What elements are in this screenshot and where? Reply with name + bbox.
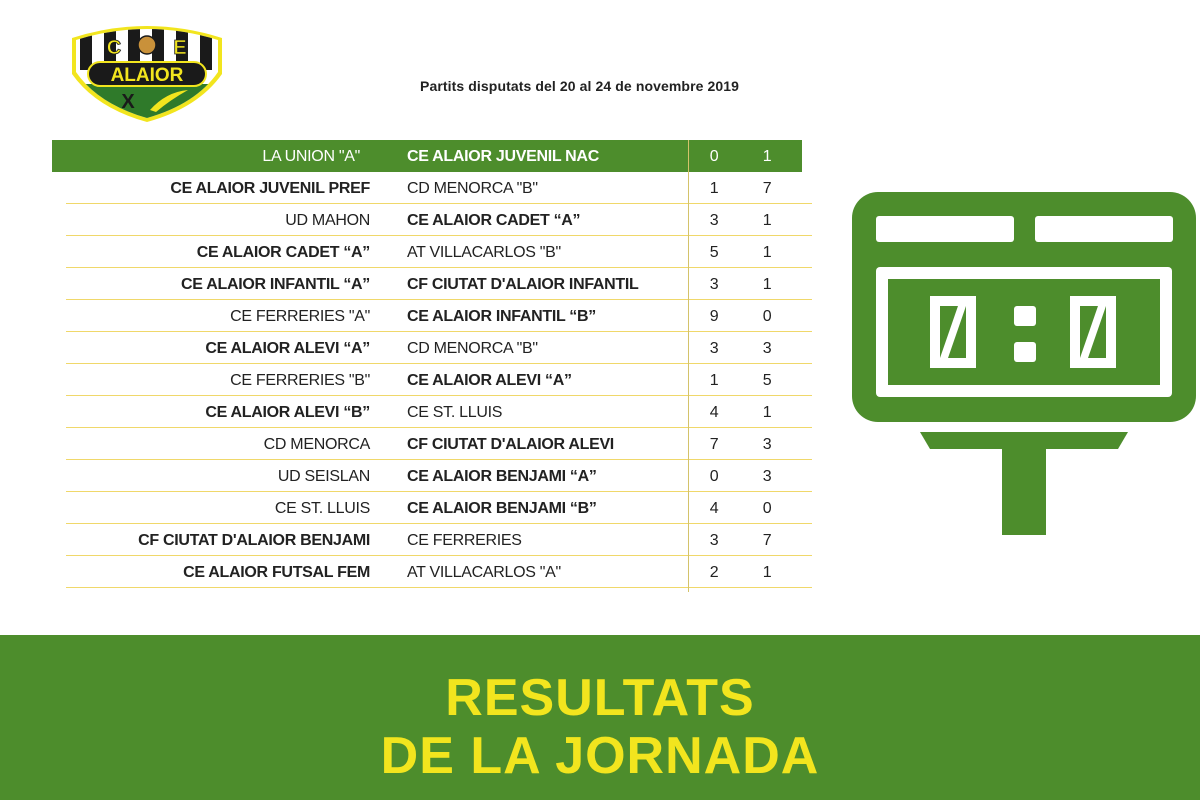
away-score: 0 [762, 500, 772, 517]
home-team: CE ALAIOR ALEVI “B” [205, 404, 370, 421]
home-team: CE FERRERIES "B" [230, 372, 370, 389]
away-team: CF CIUTAT D'ALAIOR INFANTIL [407, 276, 639, 293]
away-score: 1 [762, 244, 772, 261]
home-score: 4 [709, 500, 719, 517]
score-column-divider [688, 140, 689, 592]
result-row [52, 492, 812, 524]
away-score: 3 [762, 340, 772, 357]
date-range-subtitle: Partits disputats del 20 al 24 de novembre 2019 [420, 78, 740, 94]
away-team: CE ST. LLUIS [407, 404, 503, 421]
result-row [52, 236, 812, 268]
result-row [52, 396, 812, 428]
home-score: 2 [709, 564, 719, 581]
result-row [52, 268, 812, 300]
crest-letter-e: E [173, 37, 187, 59]
result-row [52, 460, 812, 492]
club-crest-logo [66, 22, 228, 122]
home-team: CE ST. LLUIS [274, 500, 370, 517]
result-row [52, 332, 812, 364]
home-score: 9 [709, 308, 719, 325]
home-team: CD MENORCA [263, 436, 370, 453]
home-team: CE ALAIOR ALEVI “A” [205, 340, 370, 357]
crest-name: ALAIOR [110, 65, 184, 86]
away-score: 1 [762, 212, 772, 229]
banner-title-line2: DE LA JORNADA [380, 727, 820, 785]
result-row [52, 172, 812, 204]
home-score: 4 [709, 404, 719, 421]
home-score: 1 [709, 180, 719, 197]
scoreboard-icon [852, 192, 1196, 537]
away-score: 7 [762, 532, 772, 549]
away-team: AT VILLACARLOS "B" [407, 244, 561, 261]
home-team: CF CIUTAT D'ALAIOR BENJAMI [138, 532, 370, 549]
away-team: CF CIUTAT D'ALAIOR ALEVI [407, 436, 614, 453]
away-team: CE ALAIOR BENJAMI “A” [407, 468, 597, 485]
crest-letter-x: X [121, 91, 135, 113]
home-score: 7 [709, 436, 719, 453]
home-team: UD SEISLAN [277, 468, 370, 485]
results-table [52, 140, 812, 588]
away-score: 1 [762, 564, 772, 581]
result-row [52, 428, 812, 460]
away-team: CD MENORCA "B" [407, 180, 538, 197]
away-score: 1 [762, 404, 772, 421]
home-team: CE ALAIOR CADET “A” [196, 244, 370, 261]
row-separator [66, 587, 812, 588]
result-row [52, 140, 802, 172]
home-score: 1 [709, 372, 719, 389]
home-score: 3 [709, 276, 719, 293]
away-team: CE FERRERIES [407, 532, 522, 549]
away-team: CE ALAIOR BENJAMI “B” [407, 500, 597, 517]
away-team: CD MENORCA "B" [407, 340, 538, 357]
away-score: 7 [762, 180, 772, 197]
home-score: 0 [709, 148, 719, 165]
away-team: AT VILLACARLOS "A" [407, 564, 561, 581]
away-score: 1 [762, 148, 772, 165]
away-score: 3 [762, 436, 772, 453]
away-team: CE ALAIOR INFANTIL “B” [407, 308, 596, 325]
home-team: CE FERRERIES "A" [230, 308, 370, 325]
away-score: 0 [762, 308, 772, 325]
home-team: LA UNION "A" [262, 148, 360, 165]
result-row [52, 556, 812, 588]
away-score: 5 [762, 372, 772, 389]
result-row [52, 524, 812, 556]
away-score: 3 [762, 468, 772, 485]
away-team: CE ALAIOR CADET “A” [407, 212, 581, 229]
result-row [52, 300, 812, 332]
home-score: 3 [709, 212, 719, 229]
result-row [52, 204, 812, 236]
result-row [52, 364, 812, 396]
banner-title-line1: RESULTATS [445, 669, 755, 727]
home-team: CE ALAIOR INFANTIL “A” [181, 276, 370, 293]
home-team: UD MAHON [285, 212, 370, 229]
home-score: 0 [709, 468, 719, 485]
away-score: 1 [762, 276, 772, 293]
crest-letter-c: C [106, 37, 122, 59]
home-score: 3 [709, 532, 719, 549]
home-team: CE ALAIOR FUTSAL FEM [183, 564, 370, 581]
away-team: CE ALAIOR ALEVI “A” [407, 372, 572, 389]
home-team: CE ALAIOR JUVENIL PREF [170, 180, 370, 197]
bottom-banner [0, 635, 1200, 800]
home-score: 5 [709, 244, 719, 261]
home-score: 3 [709, 340, 719, 357]
away-team: CE ALAIOR JUVENIL NAC [407, 148, 599, 165]
